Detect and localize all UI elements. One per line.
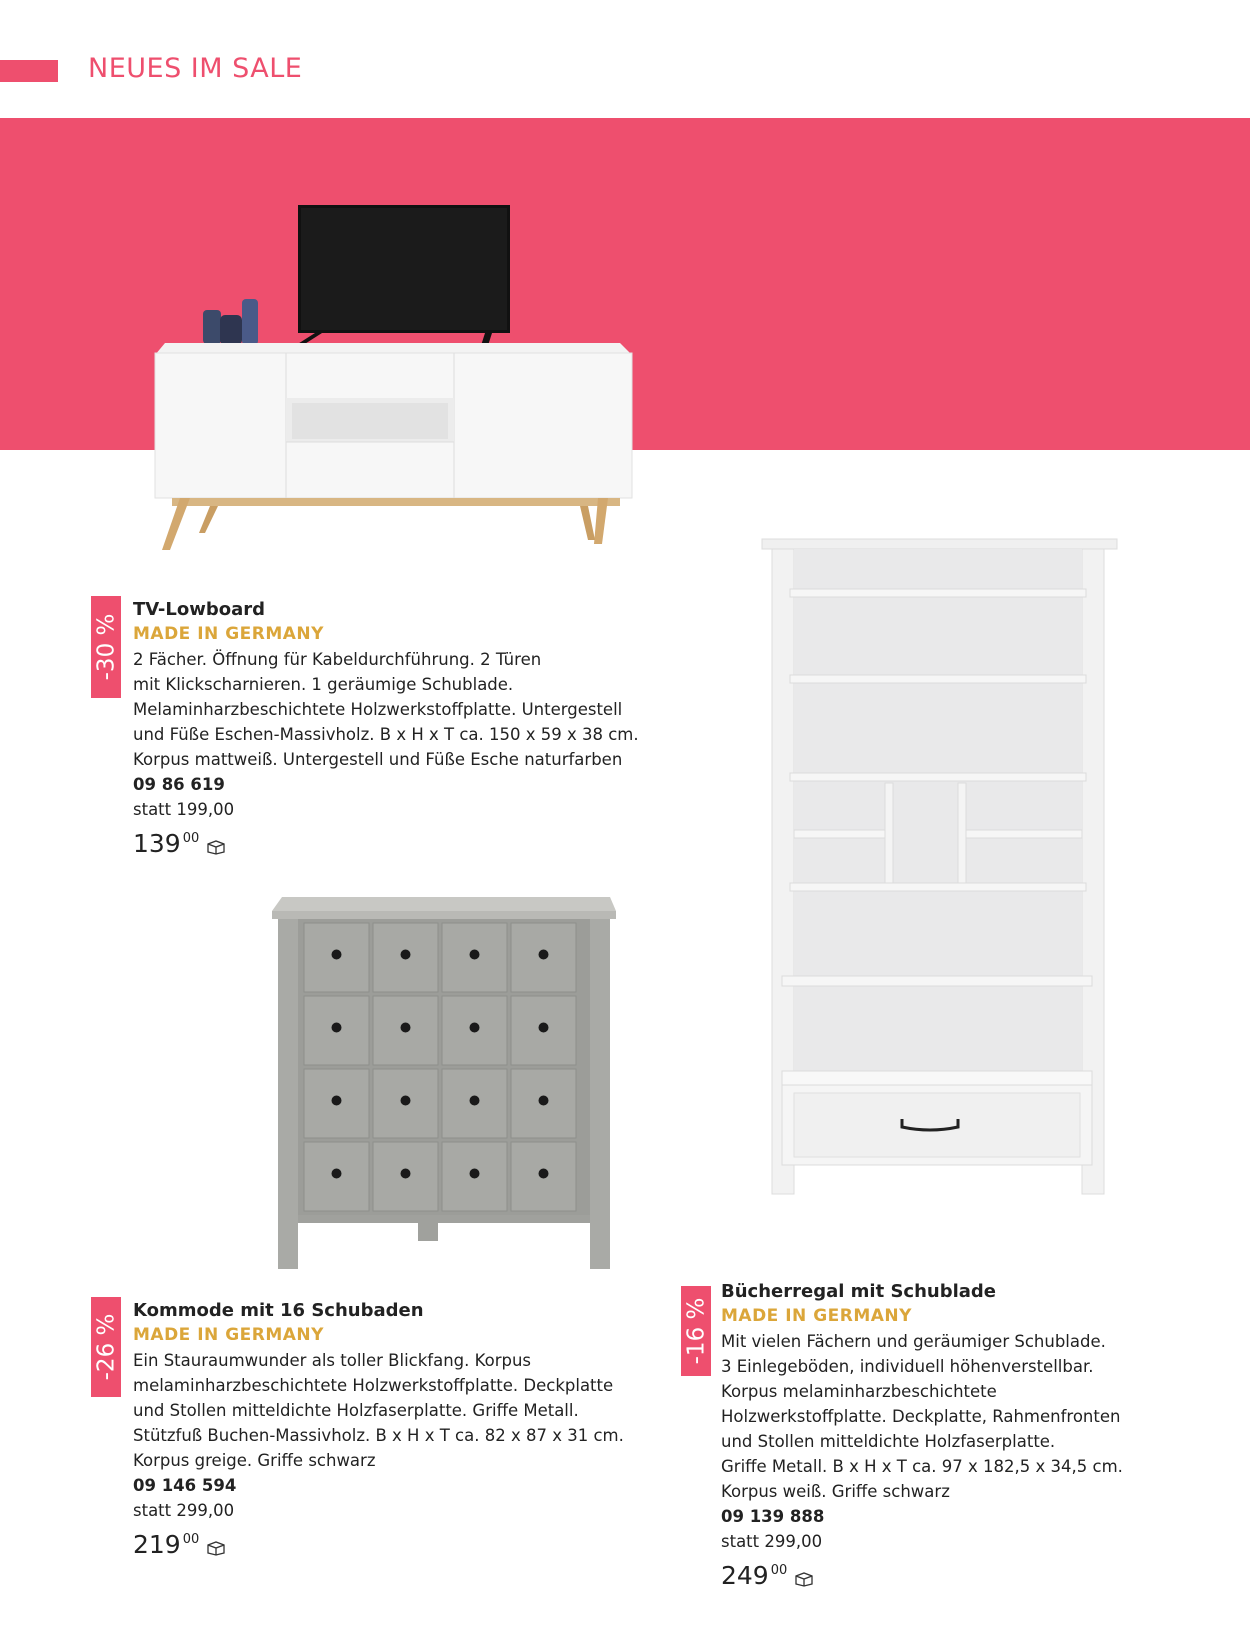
drawer-knob bbox=[401, 1169, 411, 1179]
made-in-label: MADE IN GERMANY bbox=[133, 1325, 324, 1345]
product-description-line: Stützfuß Buchen-Massivholz. B x H x T ca. 82 x 87 x 31 cm. bbox=[133, 1426, 624, 1445]
product-description-line: Holzwerkstoffplatte. Deckplatte, Rahmenfronten bbox=[721, 1407, 1121, 1426]
price-main: 219 bbox=[133, 1530, 181, 1559]
product-description-line: Ein Stauraumwunder als toller Blickfang. Korpus bbox=[133, 1351, 532, 1370]
drawer-knob bbox=[470, 1169, 480, 1179]
price-cents: 00 bbox=[182, 831, 200, 846]
product-title: TV-Lowboard bbox=[133, 599, 265, 620]
product-description-line: melaminharzbeschichtete Holzwerkstoffplatte. Deckplatte bbox=[133, 1376, 614, 1395]
product-description-line: Korpus mattweiß. Untergestell und Füße Esche naturfarben bbox=[133, 750, 623, 769]
drawer-knob bbox=[539, 1023, 549, 1033]
product-description-line: Melaminharzbeschichtete Holzwerkstoffplatte. Untergestell bbox=[133, 700, 623, 719]
product-title: Bücherregal mit Schublade bbox=[721, 1281, 997, 1302]
header-accent-bar bbox=[0, 60, 58, 82]
made-in-label: MADE IN GERMANY bbox=[133, 624, 324, 644]
delivery-box-icon bbox=[795, 1572, 813, 1587]
drawer-knob bbox=[332, 950, 342, 960]
product-description-line: 2 Fächer. Öffnung für Kabeldurchführung. 2 Türen bbox=[133, 650, 542, 669]
kommode-image bbox=[268, 893, 618, 1283]
product-description-line: Korpus weiß. Griffe schwarz bbox=[721, 1482, 950, 1501]
discount-badge: -30 % bbox=[91, 596, 121, 698]
made-in-label: MADE IN GERMANY bbox=[721, 1306, 912, 1326]
drawer-knob bbox=[401, 950, 411, 960]
drawer-knob bbox=[332, 1096, 342, 1106]
drawer-knob bbox=[332, 1023, 342, 1033]
price-main: 249 bbox=[721, 1561, 769, 1590]
page-title: NEUES IM SALE bbox=[88, 53, 303, 84]
old-price: statt 199,00 bbox=[133, 800, 235, 819]
product-description-line: Korpus melaminharzbeschichtete bbox=[721, 1382, 997, 1401]
product-description-line: 3 Einlegeböden, individuell höhenverstellbar. bbox=[721, 1357, 1094, 1376]
drawer-knob bbox=[401, 1096, 411, 1106]
drawer-knob bbox=[470, 1096, 480, 1106]
price bbox=[133, 828, 639, 860]
bookshelf-image bbox=[760, 533, 1120, 1203]
drawer-knob bbox=[539, 1169, 549, 1179]
article-number: 09 139 888 bbox=[721, 1507, 825, 1526]
product-tv-lowboard bbox=[133, 597, 639, 860]
drawer-knob bbox=[470, 950, 480, 960]
product-title: Kommode mit 16 Schubaden bbox=[133, 1300, 424, 1321]
article-number: 09 86 619 bbox=[133, 775, 225, 794]
product-description-line: mit Klickscharnieren. 1 geräumige Schublade. bbox=[133, 675, 514, 694]
product-description-line: Mit vielen Fächern und geräumiger Schublade. bbox=[721, 1332, 1106, 1351]
drawer-knob bbox=[332, 1169, 342, 1179]
article-number: 09 146 594 bbox=[133, 1476, 237, 1495]
drawer-knob bbox=[539, 1096, 549, 1106]
delivery-box-icon bbox=[207, 840, 225, 855]
product-description-line: und Füße Eschen-Massivholz. B x H x T ca. 150 x 59 x 38 cm. bbox=[133, 725, 639, 744]
drawer-knob bbox=[470, 1023, 480, 1033]
tv-lowboard-image bbox=[150, 195, 640, 585]
old-price: statt 299,00 bbox=[721, 1532, 823, 1551]
drawer-knob bbox=[539, 950, 549, 960]
delivery-box-icon bbox=[207, 1541, 225, 1556]
discount-badge: -26 % bbox=[91, 1297, 121, 1397]
product-description-line: und Stollen mitteldichte Holzfaserplatte. bbox=[721, 1432, 1056, 1451]
price bbox=[721, 1560, 1123, 1592]
drawer-knob bbox=[401, 1023, 411, 1033]
old-price: statt 299,00 bbox=[133, 1501, 235, 1520]
price bbox=[133, 1529, 624, 1561]
product-kommode bbox=[133, 1298, 624, 1561]
vase bbox=[203, 310, 221, 344]
price-main: 139 bbox=[133, 829, 181, 858]
price-cents: 00 bbox=[770, 1563, 788, 1578]
product-buecherregal bbox=[721, 1279, 1123, 1592]
price-cents: 00 bbox=[182, 1532, 200, 1547]
discount-badge: -16 % bbox=[681, 1286, 711, 1376]
product-description-line: und Stollen mitteldichte Holzfaserplatte. Griffe Metall. bbox=[133, 1401, 579, 1420]
product-description-line: Korpus greige. Griffe schwarz bbox=[133, 1451, 376, 1470]
product-description-line: Griffe Metall. B x H x T ca. 97 x 182,5 x 34,5 cm. bbox=[721, 1457, 1123, 1476]
